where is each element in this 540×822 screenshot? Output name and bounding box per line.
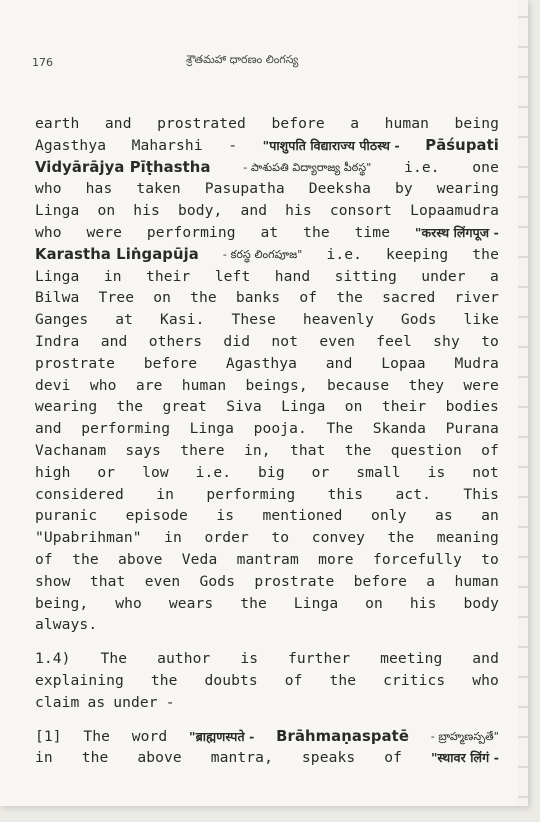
text-line: Vidyārājya Pīṭhastha - పాశుపతి విద్యారాజ్య పీఠస్థ" i.e. one xyxy=(35,158,499,176)
text-line: who has taken Pasupatha Deeksha by wearing xyxy=(35,180,499,198)
text-line: high or low i.e. big or small is not xyxy=(35,463,499,481)
paragraph-gap xyxy=(35,636,499,648)
text-line: always. xyxy=(35,616,98,634)
text-line: being, who wears the Linga on his body xyxy=(35,594,499,612)
text-line: wearing the great Siva Linga on their bodies xyxy=(35,398,499,416)
text-line: considered in performing this act. This xyxy=(35,485,499,503)
text-line: Ganges at Kasi. These heavenly Gods like xyxy=(35,311,499,329)
page-edge xyxy=(518,0,528,806)
running-title: శ్రౌతమహా ధారణం లింగస్య xyxy=(186,53,299,66)
text-line: who were performing at the time "करस्थ लिंगपूज - xyxy=(35,223,499,241)
text-line: Vachanam says there in, that the question of xyxy=(35,441,499,459)
text-line: 1.4) The author is further meeting and xyxy=(35,650,499,668)
text-line: devi who are human beings, because they were xyxy=(35,376,499,394)
text-line: Agasthya Maharshi - "पाशुपति विद्याराज्य पीठस्थ - Pāśupati xyxy=(35,136,499,154)
text-line: earth and prostrated before a human being xyxy=(35,115,499,132)
text-line: of the above Veda mantram more forcefully to xyxy=(35,550,499,568)
page-number: 176 xyxy=(32,56,53,69)
paragraph-gap xyxy=(35,714,499,726)
text-line: in the above mantra, speaks of "स्थावर लिंगं - xyxy=(35,749,499,767)
text-line: Indra and others did not even feel shy to xyxy=(35,332,499,350)
body-text xyxy=(35,113,499,769)
text-line: puranic episode is mentioned only as an xyxy=(35,507,499,525)
text-line: Linga in their left hand sitting under a xyxy=(35,267,499,285)
text-line: Linga on his body, and his consort Lopaamudra xyxy=(35,202,499,220)
text-line: Karastha Liṅgapūja - కరస్థ లింగపూజ" i.e. keeping the xyxy=(35,245,499,263)
text-line: "Upabrihman" in order to convey the meaning xyxy=(35,529,499,547)
text-line: claim as under - xyxy=(35,693,175,711)
text-line: show that even Gods prostrate before a human xyxy=(35,572,499,590)
text-line: Bilwa Tree on the banks of the sacred river xyxy=(35,289,499,307)
text-line: and performing Linga pooja. The Skanda Purana xyxy=(35,420,499,438)
text-line: prostrate before Agasthya and Lopaa Mudra xyxy=(35,354,499,372)
text-line: explaining the doubts of the critics who xyxy=(35,671,499,689)
text-line: [1] The word "ब्राह्मणस्पते - Brāhmaṇaspatē - బ్రాహ్మణస్పతే" xyxy=(35,727,499,745)
